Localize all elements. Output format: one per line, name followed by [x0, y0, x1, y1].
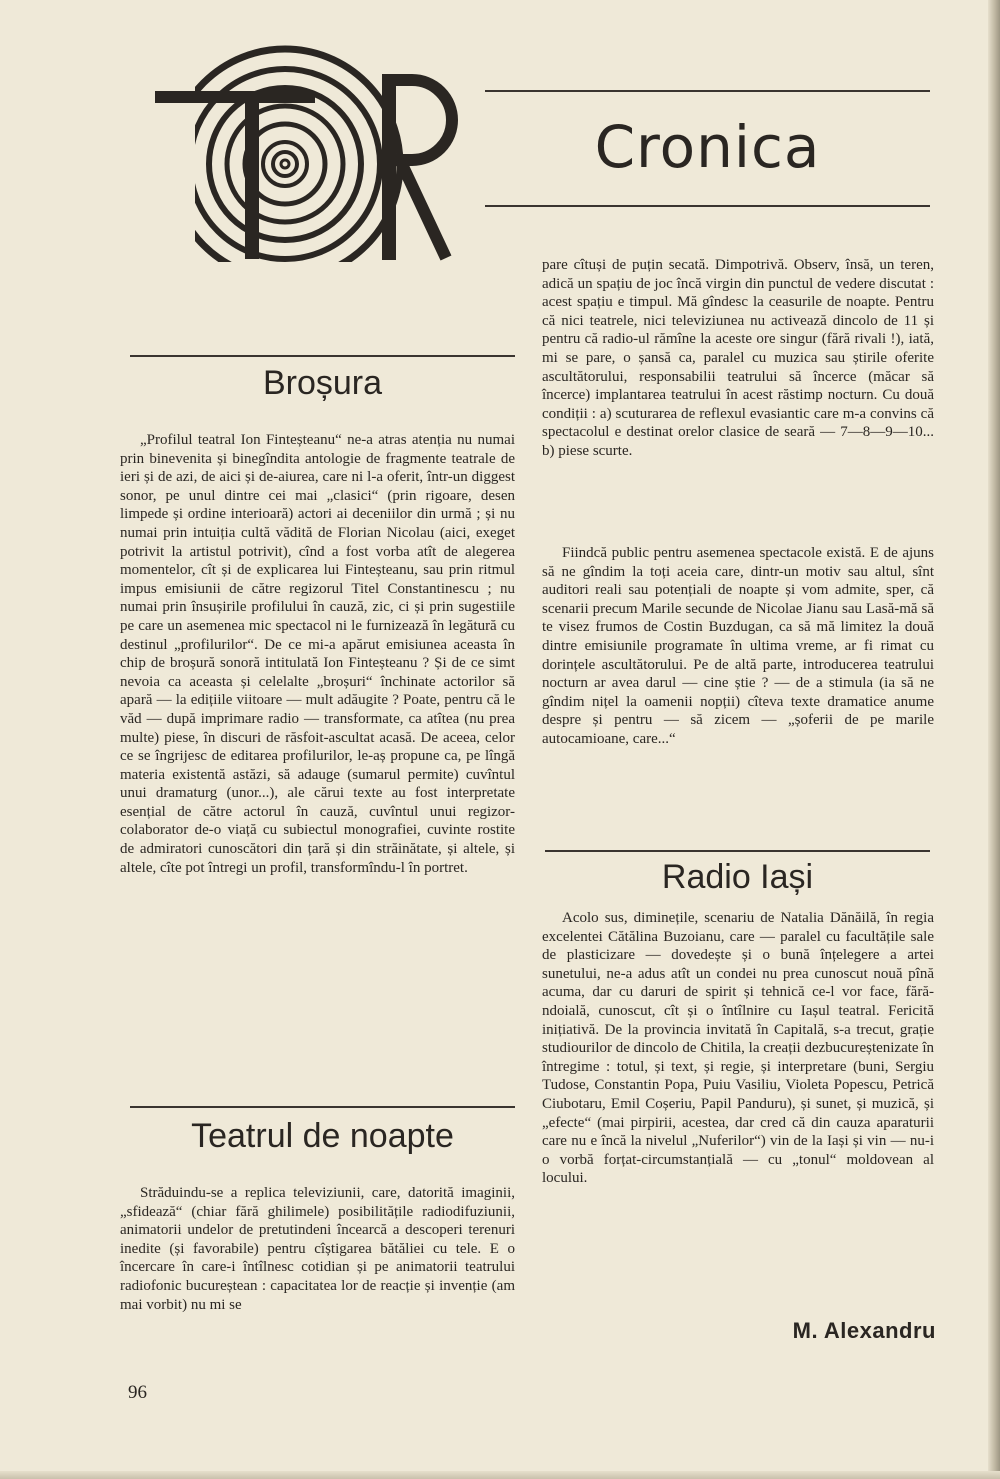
radio-iasi-paragraph: Acolo sus, diminețile, scenariu de Natalia Dănăilă, în regia excelentei Cătălina Buzoianu, care — paralel cu facultățile sale de plasticizare — dovedește și o bună înțelegere a artei sunetului, ne-a adus atît un condei nu prea cunoscut nouă pînă acuma, dar cu daruri de spirit și tehnică ce-l vor face, fără-ndoială, cunoscut, cît și o întîlnire cu Iașul teatral. Fericită inițiativă. De la provincia invitată în Capitală, s-a trecut, grație studiourilor de dincolo de Chitila, la creații dezbucureștenizate în întregime : totul, și text, și regie, și interpretare (buni, Sergiu Tudose, Constantin Popa, Puiu Vasiliu, Violeta Popescu, Petrică Ciubotaru, Emil Coșeriu, Papil Panduru), și sunet, și muzică, și „efecte“ (mai pirpirii, acestea, dar cred că din cauza aparaturii care nu e încă la nivelul „Nuferilor“) vin de la Iași și vin — nu-i o vorbă forțat-circumstanțială — cu „tonul“ moldovean al locului.: [542, 910, 934, 1187]
header-rule-top: [485, 90, 930, 92]
page-right-edge: [988, 0, 1000, 1479]
page-bottom-edge: [0, 1471, 1000, 1479]
teatru-radio-logo: [150, 36, 500, 262]
radio-iasi-heading: Radio Iași: [661, 858, 814, 896]
teatrul-rule: [130, 1106, 515, 1108]
page-number: 96: [128, 1382, 147, 1403]
brosura-paragraph: „Profilul teatral Ion Finteșteanu“ ne-a atras atenția nu numai prin binevenita și binegîndita antologie de fragmente teatrale de ieri și de azi, de aici și de-aiurea, care ni l-a oferit, într-un diggest sonor, pe unul dintre cei mai „clasici“ (prin rigoare, desen limpede și ordine interioară) actori ai deceniilor din urmă ; și nu numai prin intuiția cultă vădită de Florian Nicolau (aici, exeget potrivit la artistul potrivit), cînd a fost vorba atît de alegerea momentelor, cît și de explicarea lui Finteșteanu, sau prin ritmul impus emisiunii de către regizorul Titel Constantinescu ; nu numai prin însușirile profilului în cauză, zic, ci și prin sugestiile pe care un asemenea mic spectacol ni le furnizează în legătură cu destinul „profilurilor“. De ce mi-a apărut emisiunea aceasta în chip de broșură sonoră intitulată Ion Finteșteanu ? Și de ce simt nevoia ca aceasta și celelalte „broșuri“ închinate actorilor să apară — la edițiile viitoare — mult adăugite ? Poate, pentru că le văd — după imprimare radio — transformate, ca atîtea (nu prea multe) piese, în discuri de răsfoit-ascultat acasă. De aceea, celor ce se îngrijesc de editarea profilurilor, le-aș propune ca, pe lîngă materia existentă astăzi, să adauge (sumarul permite) cuvîntul unui dramaturg (unor...), ale cărui texte au fost interpretate esențial de către actorul în cauză, cuvîntul unui regizor-colaborator de-o viață cu subiectul monografiei, cuvinte rostite de admiratori cunoscători din țară și din străinătate, și altele, și altele, cîte pot întregi un profil, transformîndu-l în portret.: [120, 432, 515, 876]
author-signature: M. Alexandru: [792, 1318, 936, 1343]
teatrul-de-noapte-paragraph-2: pare cîtuși de puțin secată. Dimpotrivă. Observ, însă, un teren, adică un spațiu de joc încă virgin din punctul de vedere discutat : acest spațiu e timpul. Mă gîndesc la ceasurile de noapte. Pentru că nici teatrele, nici televiziunea nu activează dincolo de 11 și pentru că radio-ul rămîne la aceste ore singur (fără rivali !), iată, mi se pare, o șansă ca, paralel cu muzica sau știrile oferite ascultătorului, responsabilii teatrului să încerce (măcar să încerce) implantarea teatrului în acest răstimp nocturn. Cu două condiții : a) scuturarea de reflexul evasiantic care m-a convins că spectacolul e destinat orelor clasice de seară — 7—8—9—10... b) piese scurte.: [542, 257, 934, 459]
header-rule-bottom: [485, 205, 930, 207]
radio-iasi-rule: [545, 850, 930, 852]
page-title: Cronica: [594, 113, 821, 181]
brosura-heading: Broșura: [262, 364, 383, 402]
teatrul-de-noapte-paragraph-1: Străduindu-se a replica televiziunii, care, datorită imaginii, „sfidează“ (chiar fără ghilimele) posibilitățile radiodifuziunii, animatorii undelor de pretutindeni încearcă a descoperi terenuri inedite (și favorabile) pentru cîștigarea bătăliei cu tele. E o încercare în care-i întîlnesc cotidian și pe animatorii teatrului radiofonic bucureștean : capacitatea lor de reacție și invenție (am mai vorbit) nu mi se: [120, 1185, 515, 1313]
teatrul-de-noapte-heading: Teatrul de noapte: [191, 1117, 454, 1155]
teatrul-de-noapte-paragraph-3: Fiindcă public pentru asemenea spectacole există. E de ajuns să ne gîndim la toți aceia care, dintr-un motiv sau altul, sînt auditori reali sau potențiali de noapte și vom admite, sper, că scenarii precum Marile secunde de Nicolae Jianu sau Lasă-mă să te visez frumos de Costin Buzdugan, ca să mă limitez la două dintre emisiunile programate în ultima vreme, ar fi rimat cu dorințele ascultătorului. Pe de altă parte, introducerea teatrului nocturn ar avea darul — cine știe ? — de a stimula (ia să ne gîndim nițel la oamenii nopții) cîteva texte dramatice anume despre și pentru — să zicem — „șoferii de pe marile autocamioane, care...“: [542, 545, 934, 747]
brosura-rule: [130, 355, 515, 357]
